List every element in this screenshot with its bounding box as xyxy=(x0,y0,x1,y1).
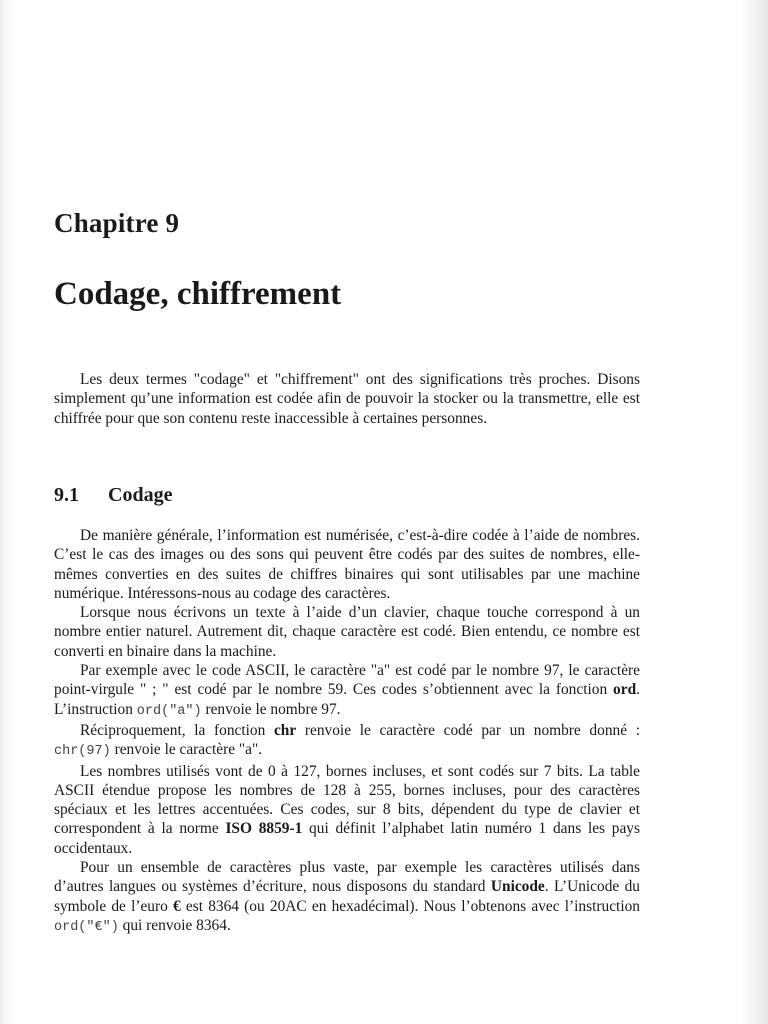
section-heading xyxy=(54,484,172,507)
section-body xyxy=(54,526,640,937)
chapter-intro xyxy=(54,370,640,428)
code-chr-97: chr(97) xyxy=(54,744,111,760)
standard-iso-8859-1: ISO 8859-1 xyxy=(225,820,303,838)
chapter-label: Chapitre 9 xyxy=(54,208,180,238)
chapter-title: Codage, chiffrement xyxy=(54,276,342,312)
text-run: est 8364 (ou 20AC en hexadécimal). Nous l’obtenons avec l’instruction xyxy=(180,897,640,915)
text-run: renvoie le nombre 97. xyxy=(201,700,341,718)
text-run: Les nombres utilisés vont de 0 à 127, bornes incluses, et sont codés sur 7 bits. La table ASCII étendue propose les nombres de 128 à 255, bornes incluses, pour des caractères spéciaux et les lettres accentuées. Ces codes, sur 8 bits, dépendent du type de clavier et correspondent à la norme xyxy=(54,762,640,838)
function-name-ord: ord xyxy=(613,681,637,699)
function-name-chr: chr xyxy=(273,721,297,739)
text-run: . L’Unicode du symbole de l’euro xyxy=(54,878,640,915)
standard-unicode: Unicode xyxy=(490,878,545,896)
paragraph-numerisation: De manière générale, l’information est numérisée, c’est-à-dire codée à l’aide de nombres. C’est le cas des images ou des sons qui peuvent être codés par des suites de nombres, elle-mêmes converties en des suites de chiffres binaires qui sont utilisables par une machine numérique. Intéressons-nous au codage des caractères. xyxy=(54,527,640,602)
paragraph-chr xyxy=(54,721,640,762)
intro-paragraph: Les deux termes "codage" et "chiffrement" ont des significations très proches. Disons simplement qu’une information est codée afin de pouvoir la stocker ou la transmettre, elle est chiffrée pour que son contenu reste inaccessible à certaines personnes. xyxy=(54,371,640,427)
paragraph-ascii xyxy=(54,661,640,721)
text-run: qui renvoie 8364. xyxy=(118,916,231,934)
code-ord-a: ord("a") xyxy=(136,703,202,719)
text-run: renvoie le caractère codé par un nombre donné : xyxy=(296,721,640,739)
text-run: renvoie le caractère "a". xyxy=(110,741,263,759)
code-ord-euro: ord("€") xyxy=(54,919,119,935)
section-title: Codage xyxy=(108,484,173,506)
text-run: Réciproquement, la fonction xyxy=(80,721,274,739)
text-run: Pour un ensemble de caractères plus vaste, par exemple les caractères utilisés dans d’autres langues ou systèmes d’écriture, nous disposons du standard xyxy=(54,859,640,896)
text-run: . L’instruction xyxy=(54,681,640,718)
paragraph-unicode xyxy=(54,858,640,937)
text-run: qui définit l’alphabet latin numéro 1 dans les pays occidentaux. xyxy=(54,820,640,857)
paragraph-ascii-etendue xyxy=(54,762,640,858)
paragraph-clavier: Lorsque nous écrivons un texte à l’aide d’un clavier, chaque touche correspond à un nombre entier naturel. Autrement dit, chaque caractère est codé. Bien entendu, ce nombre est converti en binaire dans la machine. xyxy=(54,604,640,660)
euro-symbol: € xyxy=(173,897,181,915)
section-number: 9.1 xyxy=(54,484,79,506)
text-run: Par exemple avec le code ASCII, le caractère "a" est codé par le nombre 97, le caractère point-virgule " ; " est codé par le nombre 59. Ces codes s’obtiennent avec la fonction xyxy=(54,662,640,699)
